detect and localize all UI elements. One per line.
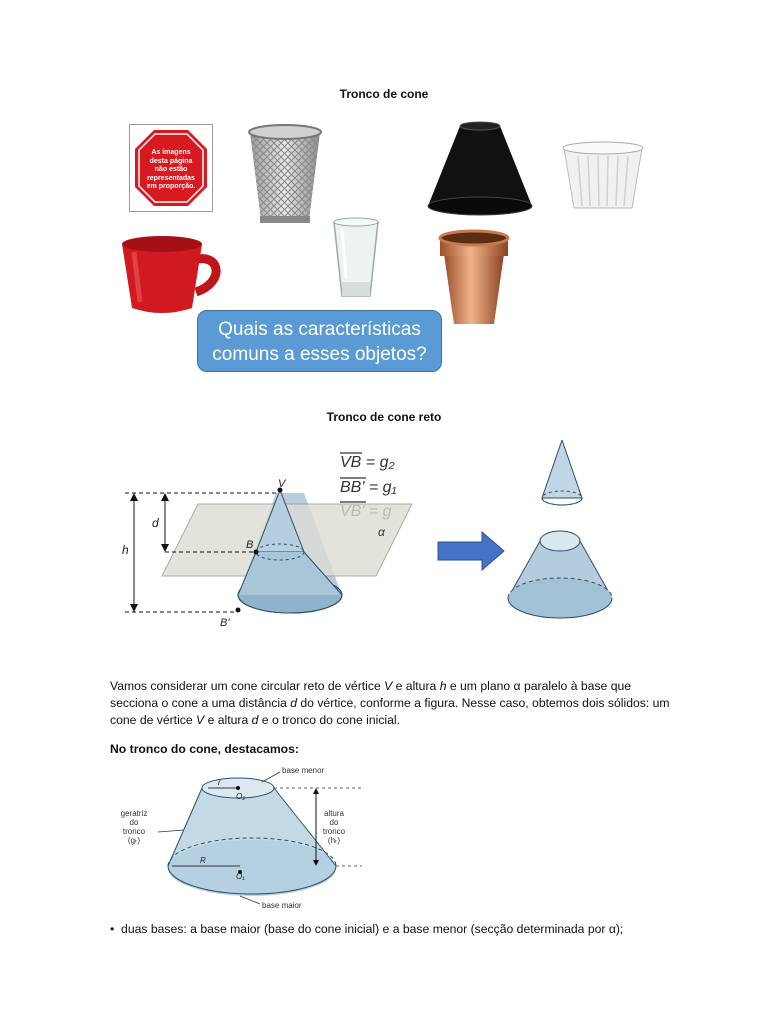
text-run: Vamos considerar um cone circular reto de vértice (110, 679, 385, 693)
proportion-sign (129, 124, 213, 212)
text-run: V (384, 679, 393, 693)
text-run: e um plano α paralelo à base que secciona o cone a uma distância (110, 679, 632, 710)
label-h: h (122, 543, 129, 557)
label-base-menor: base menor (282, 766, 325, 775)
label-geratriz: geratriz (120, 809, 148, 818)
red-mug-image (116, 232, 224, 322)
label-b: B (246, 539, 254, 551)
cone-section-diagram (110, 440, 670, 640)
label-base-maior: base maior (262, 901, 302, 910)
plastic-cup-image (558, 138, 648, 214)
label-altura: tronco (322, 827, 346, 836)
label-o1: O₁ (236, 872, 245, 881)
text-run: d (251, 713, 259, 727)
label-geratriz: (gₜ) (127, 836, 141, 845)
text-run: h (439, 679, 447, 693)
section-title: Tronco de cone reto (326, 410, 442, 424)
sign-line: desta página (149, 157, 193, 165)
lampshade-image (424, 118, 536, 222)
label-geratriz: do (129, 818, 139, 827)
text-run: e o tronco do cone inicial. (258, 713, 401, 727)
bullet-text: duas bases: a base maior (base do cone inicial) e a base menor (secção determinada por α); (121, 922, 624, 936)
equation-bb: BB' = g₁ (340, 479, 397, 496)
bullet-item (110, 921, 670, 938)
label-altura: altura (323, 809, 345, 818)
sign-line: As imagens (151, 149, 191, 156)
arrow-right-icon (438, 532, 504, 570)
label-d: d (152, 516, 159, 530)
label-R: R (200, 856, 206, 865)
glass-image (330, 216, 382, 300)
frustum-diagram (110, 762, 410, 912)
text-run: V (196, 713, 205, 727)
body-paragraph (110, 678, 670, 729)
wastebasket-image (246, 122, 324, 226)
label-bprime: B' (220, 617, 230, 629)
label-vertex: V (278, 478, 286, 490)
label-alpha: α (378, 525, 385, 539)
label-altura: do (329, 818, 339, 827)
label-geratriz: tronco (122, 827, 146, 836)
callout-line: comuns a esses objetos? (212, 344, 427, 365)
label-altura: (hₜ) (327, 836, 341, 845)
sign-line: representadas (147, 174, 195, 182)
label-r: r (218, 778, 221, 787)
sign-line: não estão (154, 166, 188, 173)
question-callout (197, 310, 442, 372)
copper-pot-image (438, 228, 510, 328)
text-run: e altura (392, 679, 440, 693)
callout-line: Quais as características (218, 319, 421, 340)
equation-vb: VB = g₂ (340, 454, 395, 471)
sign-line: em proporção. (146, 183, 196, 190)
text-run: d (290, 696, 297, 710)
label-o2: O₂ (236, 792, 246, 801)
page-title: Tronco de cone (339, 87, 429, 101)
text-run: do vértice, conforme a figura. Nesse caso, obtemos dois sólidos: um cone de vértice (110, 696, 670, 727)
bullet-icon: • (110, 922, 122, 936)
text-run: e altura (204, 713, 252, 727)
highlight-heading: No tronco do cone, destacamos: (110, 742, 299, 756)
